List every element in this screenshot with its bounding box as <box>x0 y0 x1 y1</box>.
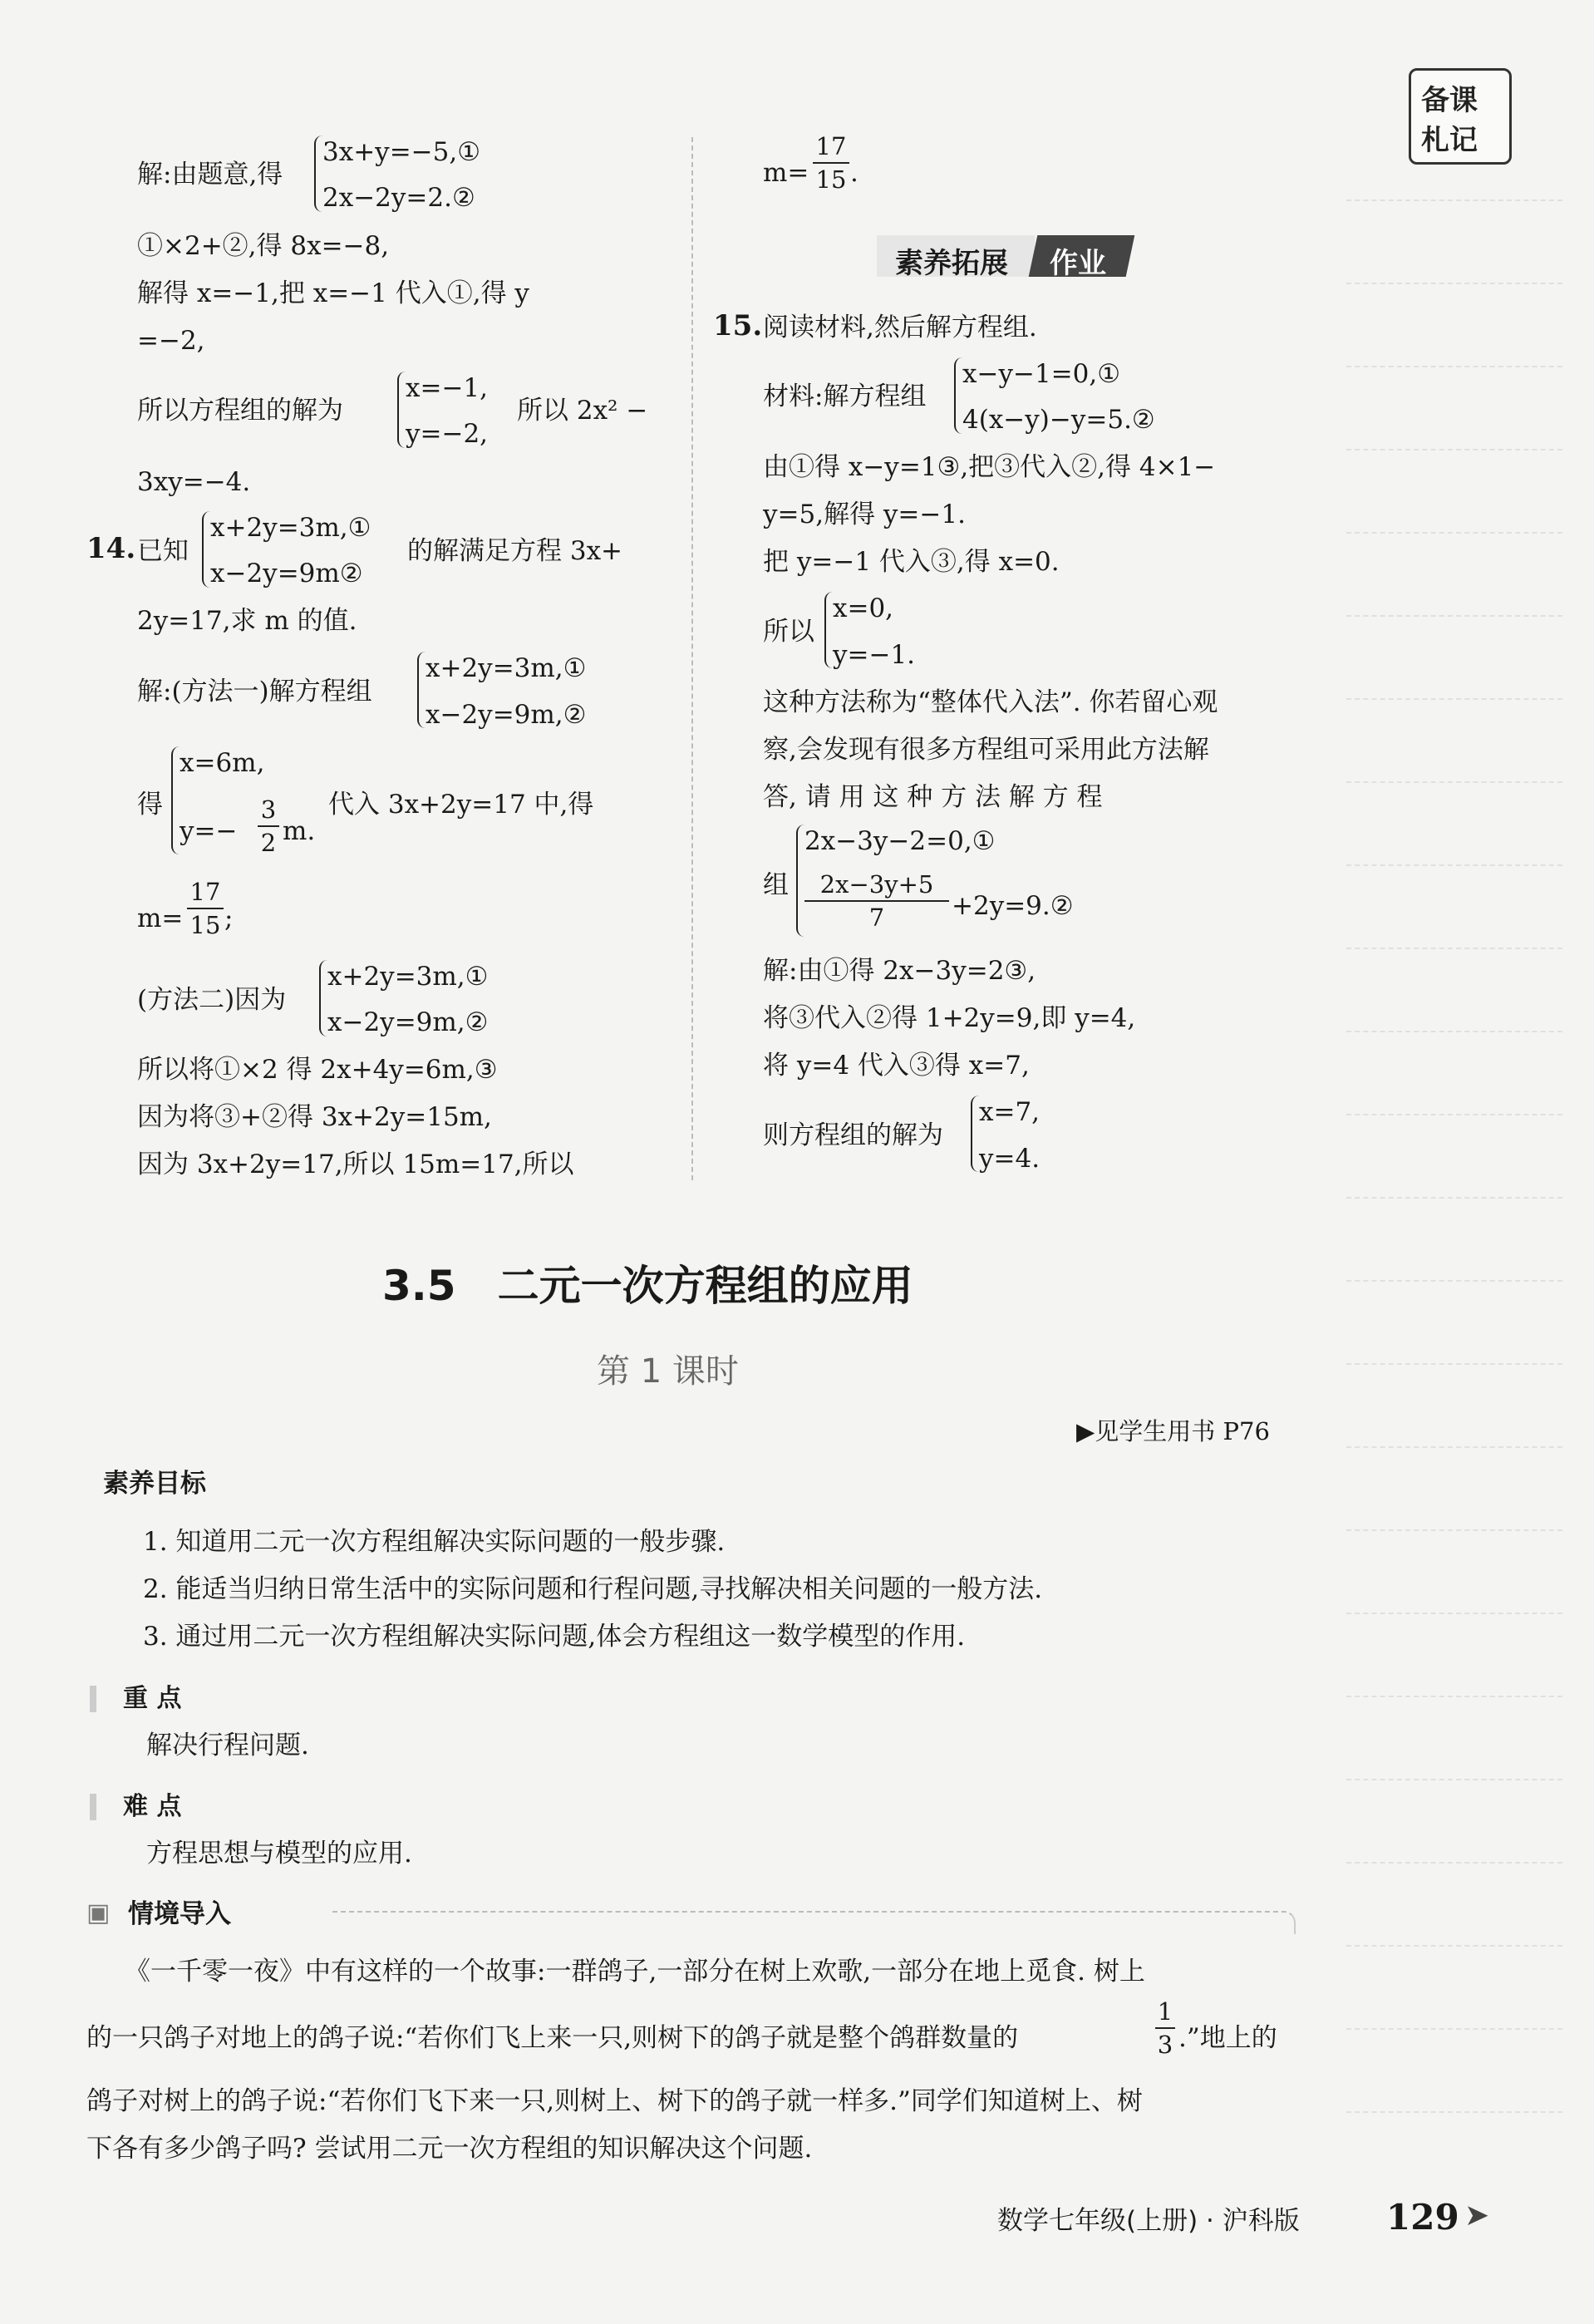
equation: y=− <box>180 816 238 846</box>
text-line: 阅读材料,然后解方程组. <box>763 313 1037 342</box>
fraction-numerator: 1 <box>1157 1997 1173 2026</box>
brace <box>397 372 406 448</box>
goal-item: 1. 知道用二元一次方程组解决实际问题的一般步骤. <box>143 1527 726 1557</box>
brace <box>171 746 180 854</box>
goal-item: 3. 通过用二元一次方程组解决实际问题,体会方程组这一数学模型的作用. <box>143 1622 966 1652</box>
text-line: 材料:解方程组 <box>763 382 927 411</box>
text-line: 所以将①×2 得 2x+4y=6m,③ <box>137 1055 498 1085</box>
equation: 2x−2y=2.② <box>322 183 475 213</box>
text-line: ①×2+②,得 8x=−8, <box>137 231 390 261</box>
text-line: 察,会发现有很多方程组可采用此方法解 <box>763 735 1209 765</box>
brace <box>796 825 804 937</box>
column-divider <box>691 137 693 1180</box>
equation: x=0, <box>833 593 894 623</box>
book-title: 数学七年级(上册) · 沪科版 <box>997 2206 1300 2236</box>
equation: x=−1, <box>406 373 489 403</box>
fraction <box>258 795 279 858</box>
fraction-denominator: 2 <box>260 829 277 857</box>
brace <box>202 511 210 588</box>
intro-line: 鸽子对树上的鸽子说:“若你们飞下来一只,则树上、树下的鸽子就一样多.”同学们知道树上、树 <box>86 2086 1143 2116</box>
intro-divider <box>332 1911 1296 1934</box>
equation: x+2y=3m,① <box>327 962 489 992</box>
fraction-numerator: 2x−3y+5 <box>819 870 934 899</box>
text-line: 答, 请 用 这 种 方 法 解 方 程 <box>763 782 1103 812</box>
intro-line: 《一千零一夜》中有这样的一个故事:一群鸽子,一部分在树上欢歌,一部分在地上觅食. 树上 <box>125 1957 1145 1987</box>
text-line: 解:由①得 2x−3y=2③, <box>763 956 1036 986</box>
key-marker <box>90 1686 96 1712</box>
text-line: 2y=17,求 m 的值. <box>137 606 357 636</box>
equation: x−2y=9m② <box>210 559 363 588</box>
section-banner <box>877 235 1130 280</box>
text-line: 这种方法称为“整体代入法”. 你若留心观 <box>763 687 1218 717</box>
equation: x−2y=9m,② <box>327 1007 489 1037</box>
text-line: . <box>850 158 858 188</box>
equation: x+2y=3m,① <box>426 653 587 683</box>
text-line: m= <box>763 158 809 188</box>
fraction-numerator: 17 <box>815 132 847 160</box>
text-line: 已知 <box>137 536 189 566</box>
text-line: ; <box>224 904 234 933</box>
fraction-denominator: 7 <box>868 904 885 932</box>
equation: x−2y=9m,② <box>426 700 587 730</box>
text-line: 3xy=−4. <box>137 467 251 497</box>
text-line: 因为将③+②得 3x+2y=15m, <box>137 1102 492 1132</box>
equation: y=4. <box>979 1144 1041 1174</box>
text-line: 解得 x=−1,把 x=−1 代入①,得 y <box>137 278 529 308</box>
fraction-denominator: 15 <box>815 165 847 194</box>
key-text: 解决行程问题. <box>146 1731 309 1760</box>
badge-line2: 札记 <box>1421 124 1478 157</box>
badge-line1: 备课 <box>1421 84 1478 117</box>
fraction-denominator: 3 <box>1157 2031 1173 2059</box>
page-number: 129 <box>1386 2197 1459 2238</box>
key-heading: 重 点 <box>123 1684 182 1713</box>
banner-tag: 作业 <box>1050 247 1106 280</box>
brace <box>314 135 322 212</box>
corner-decoration-icon: ➤ <box>1464 2198 1490 2233</box>
difficulty-heading: 难 点 <box>123 1792 182 1821</box>
equation: 4(x−y)−y=5.② <box>962 405 1155 435</box>
text-line: 的解满足方程 3x+ <box>407 536 623 566</box>
fraction-denominator: 15 <box>189 911 221 939</box>
text-line: 所以 <box>763 617 814 647</box>
equation: x=6m, <box>180 748 265 778</box>
difficulty-text: 方程思想与模型的应用. <box>146 1839 412 1869</box>
text-line: 则方程组的解为 <box>763 1120 943 1150</box>
text-line: 因为 3x+2y=17,所以 15m=17,所以 <box>137 1150 574 1179</box>
text-line: m= <box>137 904 184 933</box>
text-line: 将 y=4 代入③得 x=7, <box>763 1051 1030 1081</box>
goal-item: 2. 能适当归纳日常生活中的实际问题和行程问题,寻找解决相关问题的一般方法. <box>143 1574 1043 1604</box>
banner-label: 素养拓展 <box>895 247 1008 280</box>
brace <box>319 960 327 1036</box>
section-subtitle: 第 1 课时 <box>597 1352 739 1391</box>
fraction <box>813 131 849 194</box>
fraction-numerator: 3 <box>260 795 277 824</box>
equation: y=−1. <box>833 640 916 670</box>
brace <box>417 652 426 728</box>
fraction <box>804 869 949 933</box>
fraction-numerator: 17 <box>189 878 221 906</box>
difficulty-marker <box>90 1794 96 1820</box>
intro-line: 的一只鸽子对地上的鸽子说:“若你们飞上来一只,则树下的鸽子就是整个鸽群数量的 <box>86 2023 1019 2053</box>
solution-prefix: 解:由题意,得 <box>137 160 283 190</box>
section-title: 3.5 二元一次方程组的应用 <box>382 1262 913 1310</box>
equation: 2x−3y−2=0,① <box>804 826 996 856</box>
text-line: 把 y=−1 代入③,得 x=0. <box>763 547 1060 577</box>
text-line: 所以 2x² − <box>517 396 648 426</box>
fraction <box>1155 1997 1175 2060</box>
text-line: 将③代入②得 1+2y=9,即 y=4, <box>763 1003 1136 1033</box>
equation: x+2y=3m,① <box>210 513 371 543</box>
notes-badge <box>1409 68 1512 165</box>
text-line: 解:(方法一)解方程组 <box>137 677 372 707</box>
text-line: (方法二)因为 <box>137 985 287 1015</box>
text-line: 由①得 x−y=1③,把③代入②,得 4×1− <box>763 452 1216 482</box>
fraction <box>187 877 224 940</box>
equation: +2y=9.② <box>952 891 1074 921</box>
intro-line: .”地上的 <box>1178 2023 1277 2053</box>
brace <box>971 1096 979 1172</box>
equation: y=−2, <box>406 419 489 449</box>
student-book-reference: ▶见学生用书 P76 <box>1076 1417 1270 1445</box>
equation: x=7, <box>979 1097 1041 1127</box>
intro-icon: ▣ <box>86 1898 111 1928</box>
intro-heading: 情境导入 <box>128 1899 231 1929</box>
brace <box>954 357 962 434</box>
text-line: 组 <box>763 870 789 900</box>
brace <box>824 592 833 668</box>
equation: m. <box>283 816 316 846</box>
equation: x−y−1=0,① <box>962 359 1121 389</box>
question-number: 15. <box>713 309 763 342</box>
text-line: 代入 3x+2y=17 中,得 <box>328 790 594 820</box>
text-line: =−2, <box>137 326 205 356</box>
equation: 3x+y=−5,① <box>322 137 481 167</box>
margin-note-lines <box>1346 199 1562 2194</box>
text-line: 得 <box>137 790 163 820</box>
intro-line: 下各有多少鸽子吗? 尝试用二元一次方程组的知识解决这个问题. <box>86 2134 813 2164</box>
goals-heading: 素养目标 <box>103 1469 206 1499</box>
text-line: 所以方程组的解为 <box>137 396 343 426</box>
question-number: 14. <box>86 532 136 565</box>
text-line: y=5,解得 y=−1. <box>763 500 966 529</box>
